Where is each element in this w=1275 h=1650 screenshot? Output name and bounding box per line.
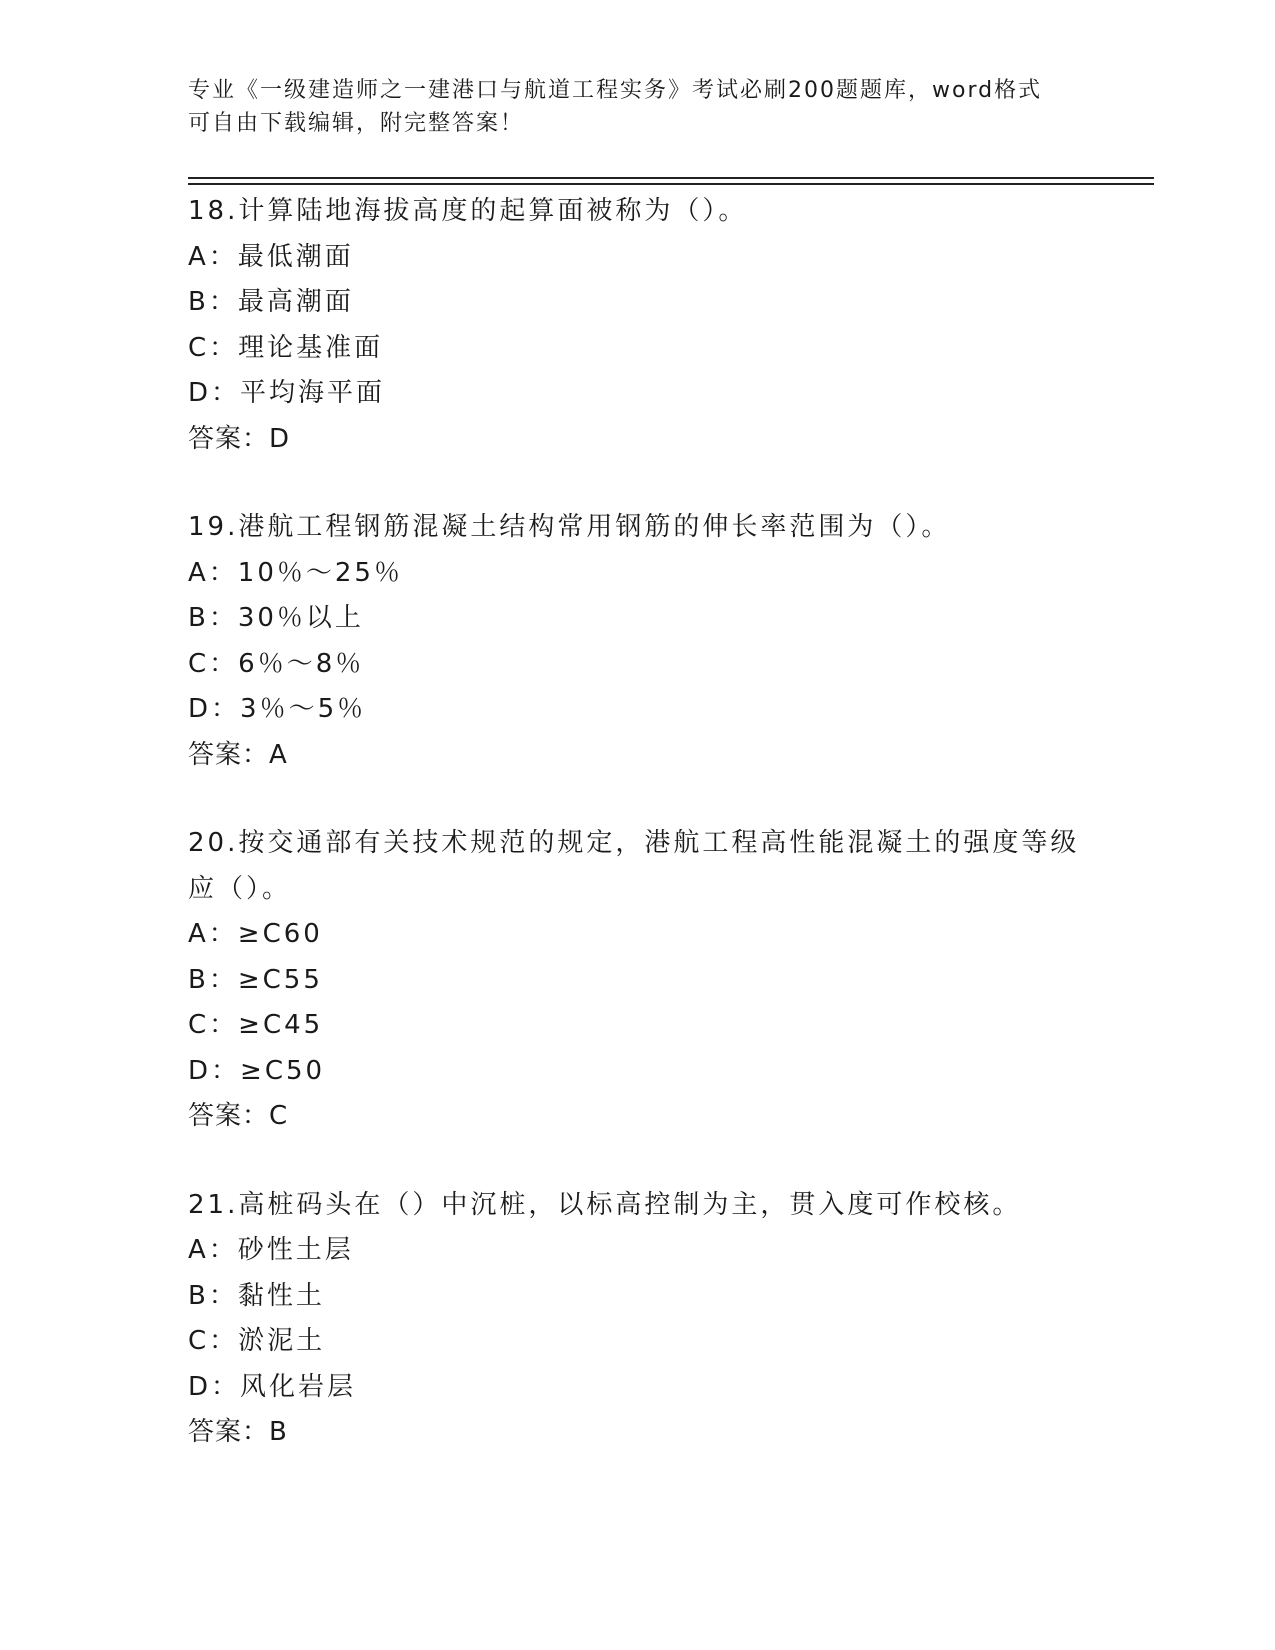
option-a bbox=[188, 235, 1088, 281]
option-text: 6％～8％ bbox=[238, 648, 365, 679]
option-text: 砂性土层 bbox=[237, 1235, 354, 1265]
option-text: 最高潮面 bbox=[237, 287, 354, 317]
option-a bbox=[188, 912, 1088, 958]
option-d bbox=[188, 1049, 1088, 1095]
question-20 bbox=[188, 821, 1088, 1140]
option-text: 3％～5％ bbox=[240, 694, 367, 724]
option-key: A： bbox=[188, 241, 238, 272]
option-key: D： bbox=[188, 1055, 241, 1086]
option-c bbox=[188, 1319, 1088, 1365]
answer-line: 答案：D bbox=[188, 423, 291, 454]
option-text: ≥C45 bbox=[238, 1010, 324, 1040]
option-a bbox=[188, 1228, 1088, 1274]
question-21 bbox=[188, 1183, 1088, 1456]
answer-line: 答案：C bbox=[188, 1101, 289, 1131]
option-text: ≥C60 bbox=[237, 919, 323, 949]
option-c bbox=[188, 1003, 1088, 1049]
option-d bbox=[188, 1365, 1088, 1411]
option-d bbox=[188, 687, 1088, 733]
option-text: 平均海平面 bbox=[240, 378, 386, 408]
option-a bbox=[188, 551, 1088, 597]
option-text: 风化岩层 bbox=[240, 1371, 357, 1402]
option-key: A： bbox=[188, 557, 238, 588]
option-b bbox=[188, 596, 1088, 642]
answer-line: 答案：A bbox=[188, 739, 288, 770]
question-stem: 19.港航工程钢筋混凝土结构常用钢筋的伸长率范围为（）。 bbox=[188, 512, 951, 542]
option-b bbox=[188, 958, 1088, 1004]
document-header bbox=[188, 74, 1088, 140]
option-c bbox=[188, 326, 1088, 372]
option-key: C： bbox=[188, 1010, 239, 1040]
option-c bbox=[188, 642, 1088, 688]
option-text: 理论基准面 bbox=[238, 332, 384, 363]
option-b bbox=[188, 1274, 1088, 1320]
option-key: C： bbox=[188, 332, 239, 363]
header-line-2: 可自由下载编辑，附完整答案！ bbox=[188, 111, 525, 136]
option-text: 淤泥土 bbox=[238, 1326, 326, 1356]
question-list bbox=[188, 189, 1088, 1456]
header-divider-top bbox=[188, 177, 1154, 179]
option-key: D： bbox=[188, 1371, 241, 1402]
option-key: D： bbox=[188, 378, 241, 408]
question-stem: 20.按交通部有关技术规范的规定，港航工程高性能混凝土的强度等级 bbox=[188, 828, 1080, 858]
option-key: A： bbox=[188, 1235, 238, 1265]
question-19 bbox=[188, 505, 1088, 778]
option-text: ≥C50 bbox=[240, 1055, 326, 1086]
option-key: A： bbox=[188, 919, 238, 949]
option-text: 30％以上 bbox=[237, 603, 364, 633]
option-key: C： bbox=[188, 1326, 239, 1356]
option-key: B： bbox=[188, 964, 238, 995]
option-b bbox=[188, 280, 1088, 326]
question-stem: 21.高桩码头在（）中沉桩，以标高控制为主，贯入度可作校核。 bbox=[188, 1189, 1022, 1220]
header-line-1: 专业《一级建造师之一建港口与航道工程实务》考试必刷200题题库，word格式 bbox=[188, 78, 1043, 103]
option-text: 黏性土 bbox=[237, 1280, 325, 1311]
option-key: D： bbox=[188, 694, 241, 724]
option-key: B： bbox=[188, 603, 238, 633]
header-divider-bottom bbox=[188, 183, 1154, 185]
question-stem-continued: 应（）。 bbox=[188, 873, 292, 904]
option-text: 10％～25％ bbox=[237, 557, 403, 588]
question-18 bbox=[188, 189, 1088, 462]
option-key: C： bbox=[188, 648, 239, 679]
option-text: ≥C55 bbox=[237, 964, 323, 995]
option-key: B： bbox=[188, 1280, 238, 1311]
answer-line: 答案：B bbox=[188, 1417, 288, 1447]
question-stem: 18.计算陆地海拔高度的起算面被称为（）。 bbox=[188, 196, 748, 226]
option-d bbox=[188, 371, 1088, 417]
option-text: 最低潮面 bbox=[237, 241, 354, 272]
option-key: B： bbox=[188, 287, 238, 317]
